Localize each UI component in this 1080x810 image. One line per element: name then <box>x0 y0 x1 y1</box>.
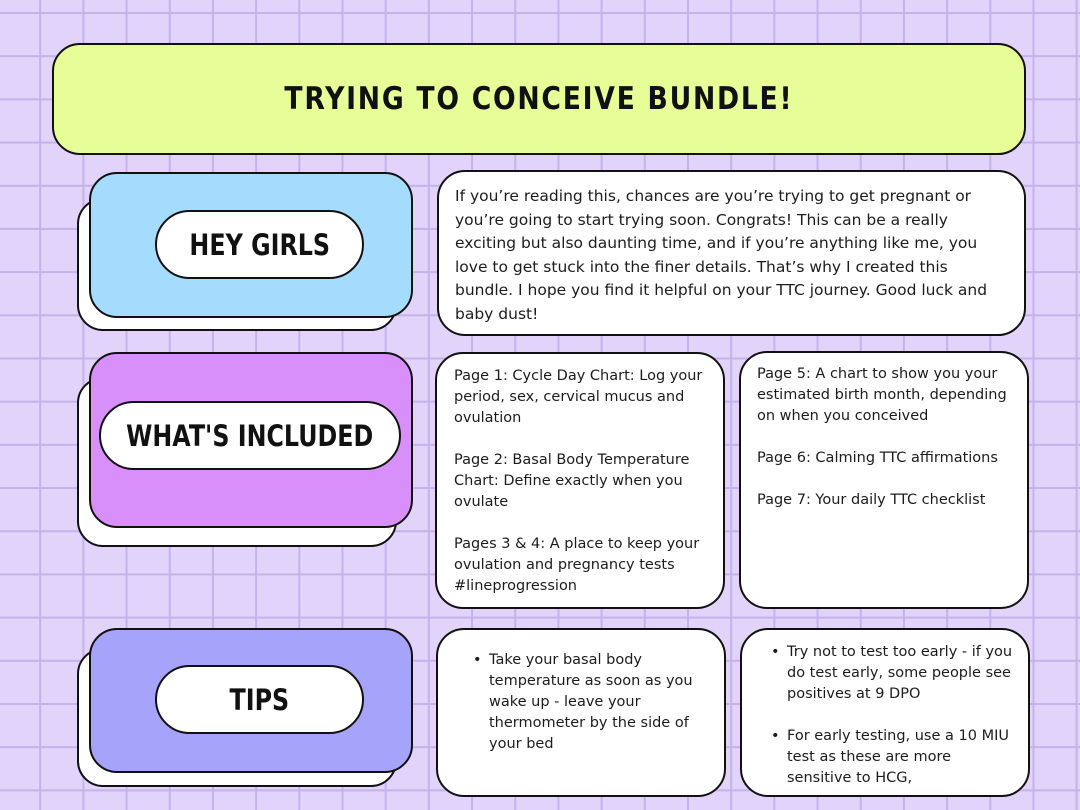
included-left-box <box>435 352 725 609</box>
page-title: TRYING TO CONCEIVE BUNDLE! <box>284 81 794 117</box>
tips-right-box <box>740 628 1030 797</box>
tips-label-pill <box>155 665 364 734</box>
hey-girls-label-pill <box>155 210 364 279</box>
tip-basal-temperature: • Take your basal body temperature as soon as you wake up - leave your thermometer by the side of your bed <box>489 650 712 755</box>
hey-girls-card <box>89 172 413 318</box>
tip-10-miu-test: • For early testing, use a 10 MIU test as these are more sensitive to HCG, <box>787 726 1018 789</box>
tips-label: TIPS <box>229 682 290 717</box>
included-pages-3-4: Pages 3 & 4: A place to keep your ovulation and pregnancy tests #lineprogression <box>454 536 700 594</box>
included-page-5: Page 5: A chart to show you your estimated birth month, depending on when you conceived <box>757 366 1007 424</box>
whats-included-label: WHAT'S INCLUDED <box>126 418 374 453</box>
intro-text-box <box>437 170 1026 336</box>
included-page-6: Page 6: Calming TTC affirmations <box>757 450 998 466</box>
intro-text: If you’re reading this, chances are you’re trying to get pregnant or you’re going to start trying soon. Congrats! This can be a really exciting but also daunting time, and if you’re anything like me, you love to get stuck into the finer details. That’s why I created this bundle. I hope you find it helpful on your TTC journey. Good luck and baby dust! <box>455 187 988 323</box>
tips-card <box>89 628 413 773</box>
included-page-2: Page 2: Basal Body Temperature Chart: Define exactly when you ovulate <box>454 452 690 510</box>
tips-left-box <box>436 628 726 797</box>
tip-test-early: • Try not to test too early - if you do test early, some people see positives at 9 DPO <box>787 642 1018 705</box>
included-page-7: Page 7: Your daily TTC checklist <box>757 492 986 508</box>
included-page-1: Page 1: Cycle Day Chart: Log your period, sex, cervical mucus and ovulation <box>454 368 703 426</box>
hey-girls-label: HEY GIRLS <box>189 227 330 262</box>
whats-included-label-pill <box>99 401 401 470</box>
whats-included-card <box>89 352 413 528</box>
title-banner <box>52 43 1026 155</box>
included-right-box <box>739 351 1029 609</box>
